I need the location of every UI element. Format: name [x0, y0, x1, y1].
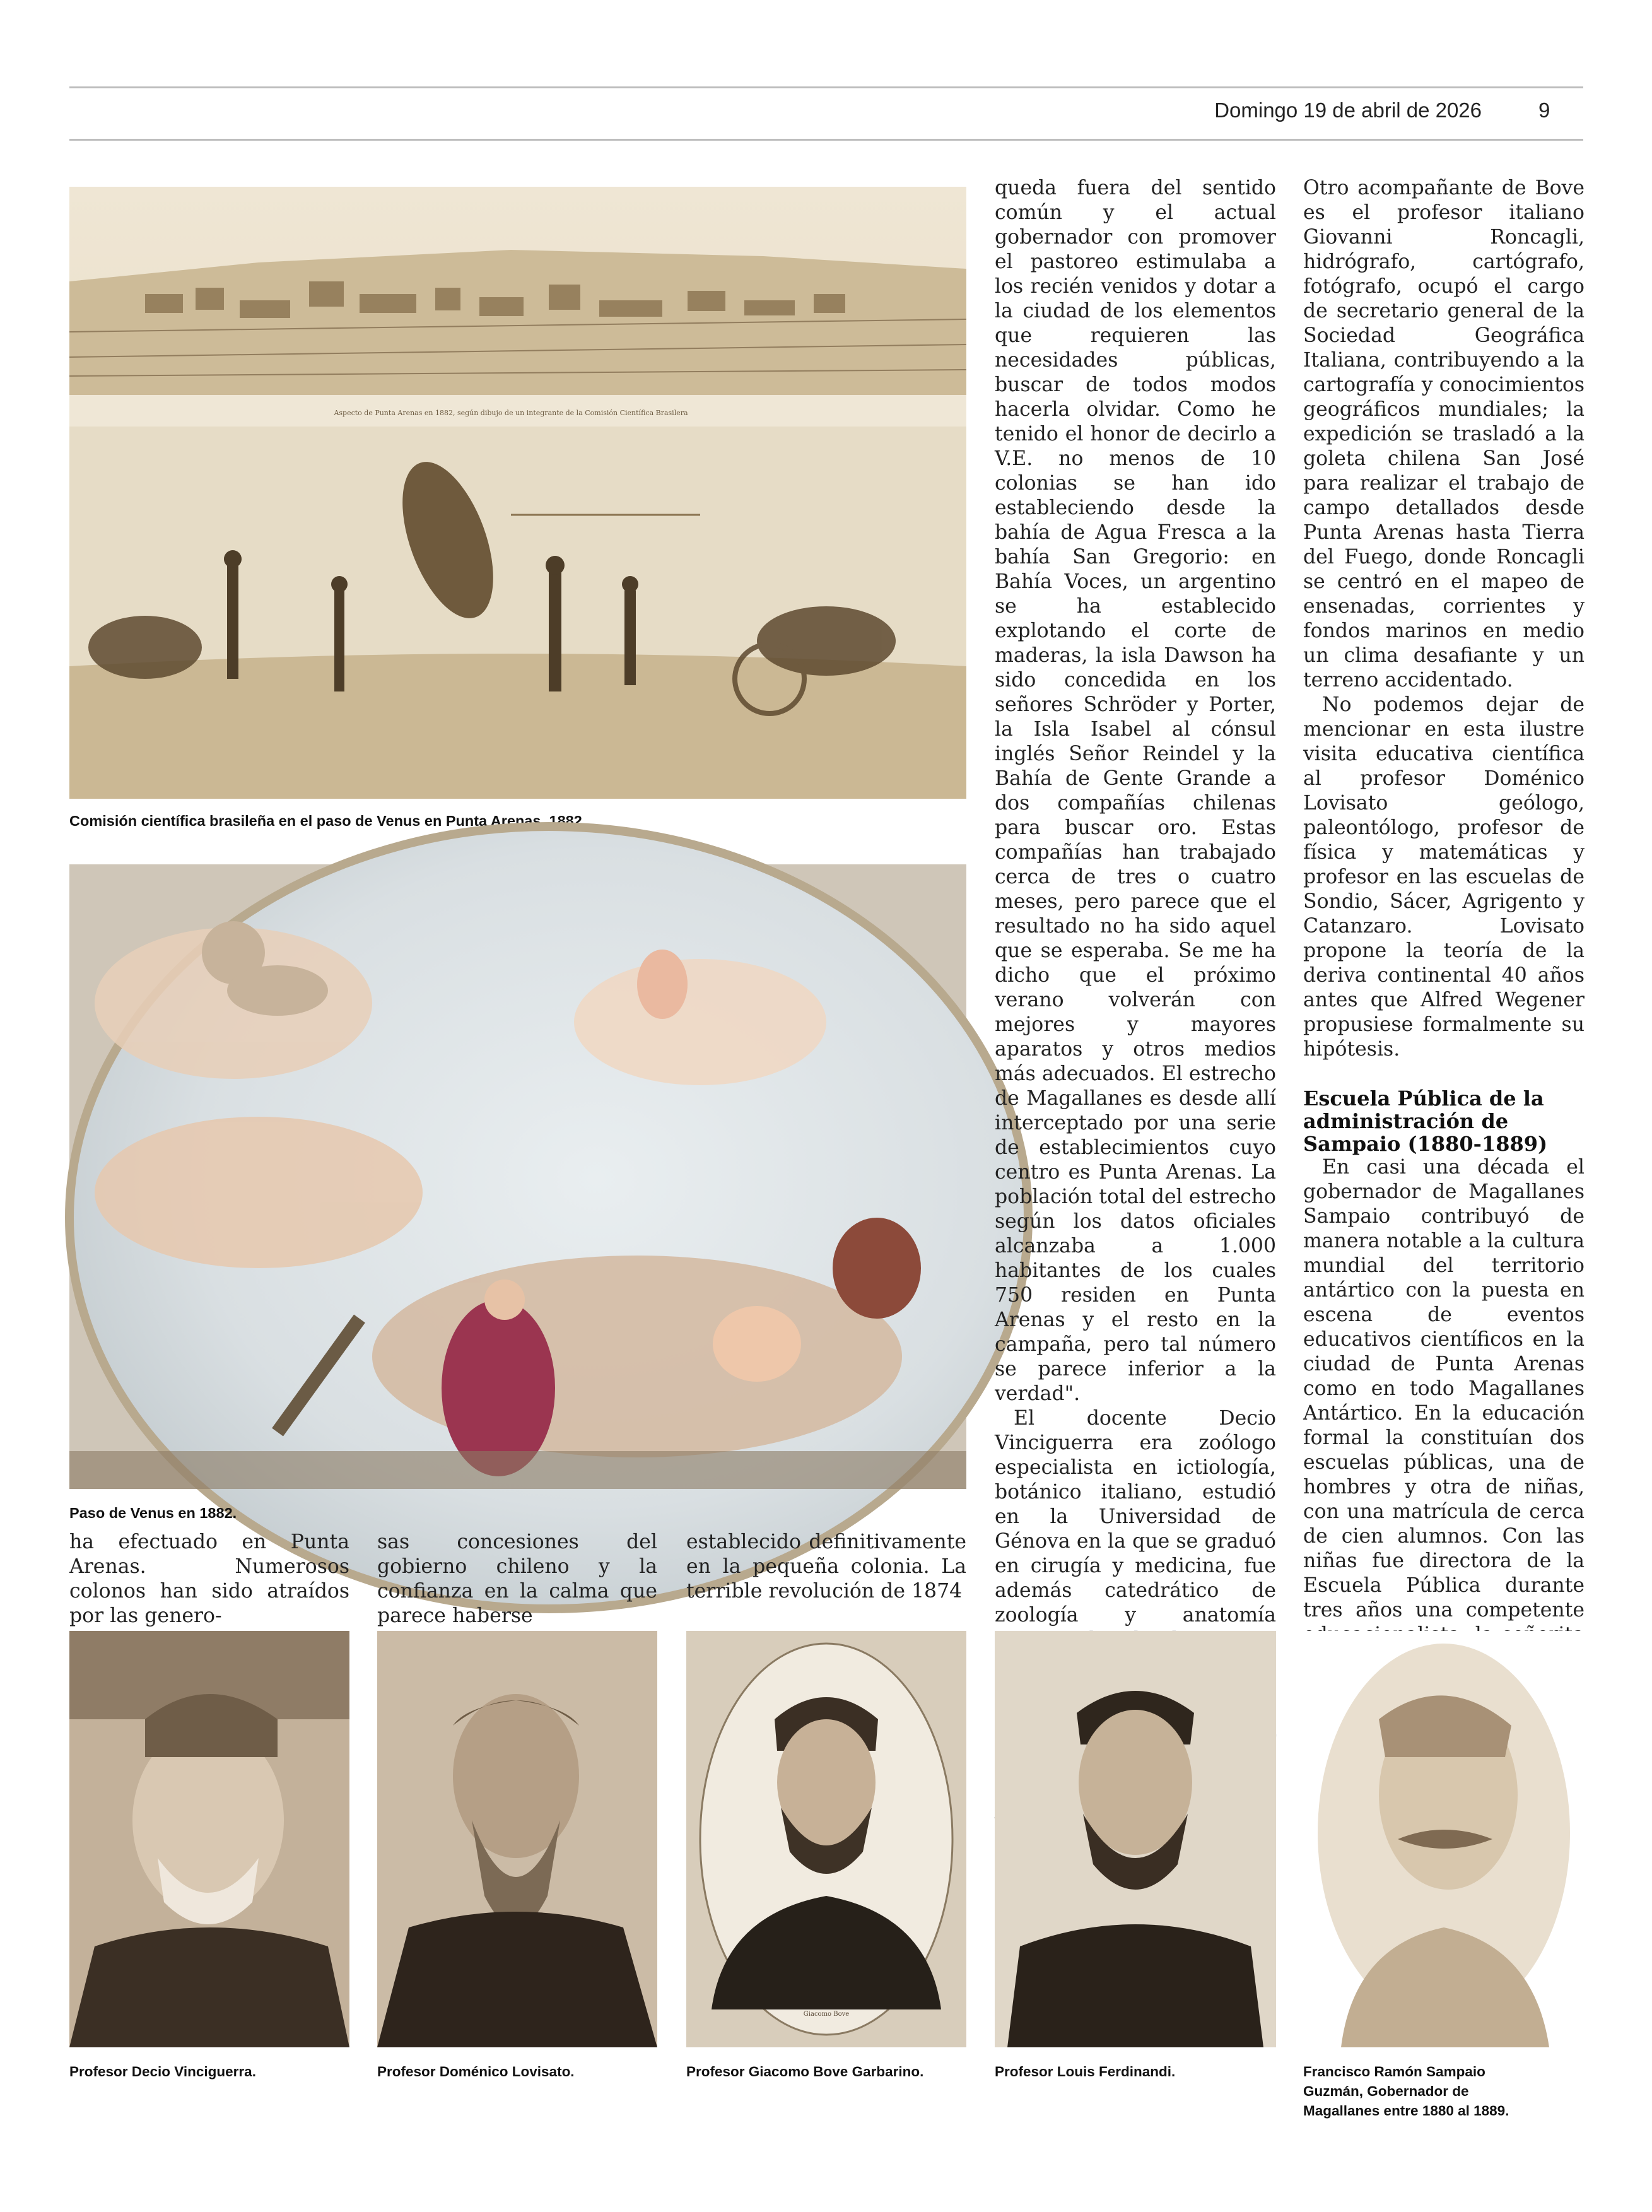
fresco-venus-transit [69, 864, 966, 1489]
engraving-brazilian-commission [69, 187, 966, 799]
portrait-louis-ferdinandi [995, 1631, 1276, 2047]
portrait-caption: Profesor Giacomo Bove Garbarino. [686, 2064, 924, 2080]
portrait-caption: Francisco Ramón Sampaio Guzmán, Gobernador de Magallanes entre 1880 al 1889. [1303, 2064, 1509, 2119]
section-subhead: Escuela Pública de la administración de Sampaio (1880-1889) [1303, 1086, 1548, 1156]
top-rule [69, 86, 1583, 88]
portrait-decio-vinciguerra [69, 1631, 349, 2047]
oval-portrait-label: Giacomo Bove [803, 2011, 850, 2018]
portrait-caption: Profesor Decio Vinciguerra. [69, 2064, 256, 2080]
article-column-right [1303, 176, 1585, 1621]
issue-date: Domingo 19 de abril de 2026 [1214, 98, 1482, 122]
article-paragraph: No podemos dejar de mencionar en esta ilustre visita educativa científica al profesor Doménico Lovisato geólogo, paleontólogo, profesor de física y matemáticas y profesor en las escuelas de Sondio, Sácer, Agrigento y Catanzaro. Lovisato propone la teoría de la deriva continental 40 años antes que Alfred Wegener propusiese formalmente su hipótesis. [1303, 693, 1585, 1061]
article-paragraph: Otro acompañante de Bove es el profesor italiano Giovanni Roncagli, hidrógrafo, cartógrafo, fotógrafo, ocupó el cargo de secretario general de la Sociedad Geográfica Italiana, contribuyendo a la cartografía y conocimientos geográficos mundiales; la expedición se trasladó a la goleta chilena San José para realizar el trabajo de campo detallados desde Punta Arenas hasta Tierra del Fuego, donde Roncagli se centró en el mapeo de ensenadas, corrientes y fondos marinos en medio un clima desafiante y un terreno accidentado. [1303, 177, 1585, 691]
article-paragraph: En casi una década el gobernador de Magallanes Sampaio contribuyó de manera notable a la cultura mundial del territorio antártico con la puesta en escena de eventos educativos científicos en la ciudad de Punta Arenas como en todo Magallanes Antártico. En la educación formal la constituían dos escuelas públicas, una de hombres y otra de niñas, con una matrícula de cerca de cien alumnos. Con las niñas fue directora de la Escuela Pública durante tres años una competente [1303, 1156, 1585, 1621]
article-continuation-col2: sas concesiones del gobierno chileno y la confianza en la calma que parece haberse [377, 1531, 657, 1627]
portrait-giacomo-bove [686, 1631, 966, 2047]
article-continuation-col1: ha efectuado en Punta Arenas. Numerosos colonos han sido atraídos por las genero- [69, 1531, 349, 1627]
portrait-caption: Profesor Doménico Lovisato. [377, 2064, 575, 2080]
article-paragraph: El docente Decio Vinciguerra era zoólogo especialista en ictiología, botánico italiano, estudió en la Universidad de Génova en la que se graduó en cirugía y medicina, fue además catedrático de zoología y anatomía [995, 1407, 1276, 1627]
portrait-caption: Profesor Louis Ferdinandi. [995, 2064, 1176, 2080]
article-continuation-col3: establecido definitivamente en la pequeña colonia. La terrible revolución de 1874 [686, 1531, 966, 1603]
article-column-middle [995, 176, 1276, 1627]
caption-brazilian-commission: Comisión científica brasileña en el paso de Venus en Punta Arenas, 1882. [69, 813, 587, 829]
portrait-domenico-lovisato [377, 1631, 657, 2047]
page-number: 9 [1538, 98, 1550, 122]
article-paragraph: queda fuera del sentido común y el actual gobernador con promover el pastoreo estimulaba a los recién venidos y dotar a la ciudad de los elementos que requieren las necesidades públicas, buscar de todos modos hacerla olvidar. Como he tenido el honor de decirlo a V.E. no menos de 10 colonias se han ido estableciendo desde la bahía de Agua Fresca a la bahía San Gregorio: en Bahía Voces, un argentino se ha establecido explotando el corte de maderas, la isla Dawson ha sido concedida en los señores Schröder y Porter, la Isla Isabel al cónsul inglés Señor Reindel y la Bahía de Gente Grande a dos compañías chilenas para buscar oro. Estas compañías han trabajado cerca de tres o cuatro meses, pero parece que el resultado no ha sido aquel que se esperaba. Se me ha dicho que el próximo verano volverán con mejores y mayores aparatos y otros medios más adecuados. El estrecho de Magallanes es desde allí interceptado por una serie de establecimientos cuyo centro es Punta Arenas. La población total del estrecho según los datos oficiales alcanzaba a 1.000 habitantes de los cuales 750 residen en Punta Arenas y el resto en la campaña, pero tal número se parece inferior a la verdad". [995, 177, 1276, 1405]
engraving-inline-caption: Aspecto de Punta Arenas en 1882, según dibujo de un integrante de la Comisión Científica Brasilera [334, 409, 688, 417]
portrait-francisco-sampaio [1303, 1631, 1585, 2047]
caption-fresco: Paso de Venus en 1882. [69, 1505, 237, 1521]
header-bottom-rule [69, 139, 1583, 141]
